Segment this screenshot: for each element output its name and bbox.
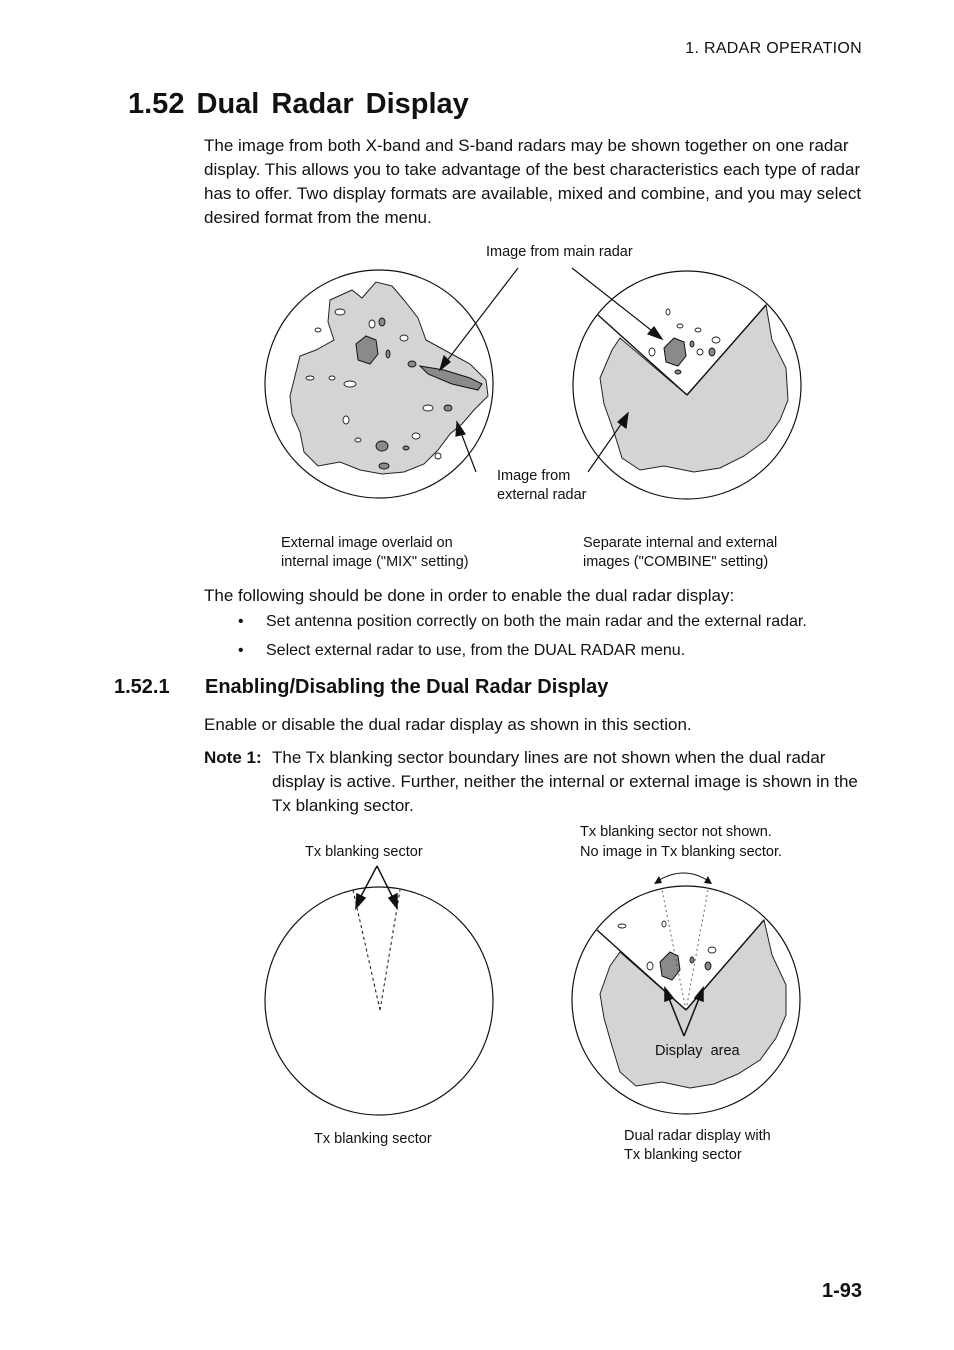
- section-title: 1.52 Dual Radar Display: [128, 88, 469, 120]
- mix-scope: [265, 270, 493, 498]
- caption-mix-line1: External image overlaid on: [281, 535, 453, 551]
- tx-blanking-scope: [265, 866, 493, 1115]
- caption-combine-line1: Separate internal and external: [583, 535, 778, 551]
- subsection-title: Enabling/Disabling the Dual Radar Display: [205, 676, 609, 698]
- subsection-text: Enable or disable the dual radar display as shown in this section.: [204, 715, 692, 734]
- caption-dual-tx-line1: Dual radar display with: [624, 1128, 771, 1144]
- label-tx-sector-top: Tx blanking sector: [305, 844, 423, 860]
- combine-scope: [573, 271, 801, 499]
- caption-tx-blanking: Tx blanking sector: [314, 1131, 432, 1147]
- caption-dual-tx-line2: Tx blanking sector: [624, 1147, 742, 1163]
- subsection-number: 1.52.1: [114, 676, 170, 698]
- steps-list: [238, 611, 807, 669]
- label-external-radar-line2: external radar: [497, 487, 587, 503]
- page-number: 1-93: [821, 1280, 862, 1302]
- note-label: Note 1:: [204, 748, 262, 767]
- note-1: [204, 746, 864, 818]
- list-item: • Set antenna position correctly on both the main radar and the external radar.: [238, 611, 807, 640]
- caption-mix-line2: internal image ("MIX" setting): [281, 554, 469, 570]
- note-text: The Tx blanking sector boundary lines are not shown when the dual radar display is active. Further, neither the internal or external image is shown in the Tx blanking sector.: [272, 748, 858, 815]
- label-display-area: Display area: [655, 1043, 740, 1059]
- intro-paragraph: The image from both X-band and S-band radars may be shown together on one radar display. This allows you to take advantage of the best characteristics each type of radar has to offer. Two display formats are available, mixed and combine, and you may select desired format from the menu.: [204, 136, 862, 227]
- caption-combine-line2: images ("COMBINE" setting): [583, 554, 769, 570]
- steps-intro: The following should be done in order to enable the dual radar display:: [204, 586, 735, 605]
- label-not-shown-line2: No image in Tx blanking sector.: [580, 844, 783, 860]
- label-main-radar: Image from main radar: [486, 244, 633, 260]
- label-not-shown-line1: Tx blanking sector not shown.: [580, 824, 772, 840]
- dual-radar-tx-scope: [572, 873, 800, 1114]
- running-header: 1. RADAR OPERATION: [685, 40, 862, 57]
- label-external-radar-line1: Image from: [497, 468, 571, 484]
- subsection-heading: [114, 676, 608, 699]
- list-item: • Select external radar to use, from the DUAL RADAR menu.: [238, 640, 807, 669]
